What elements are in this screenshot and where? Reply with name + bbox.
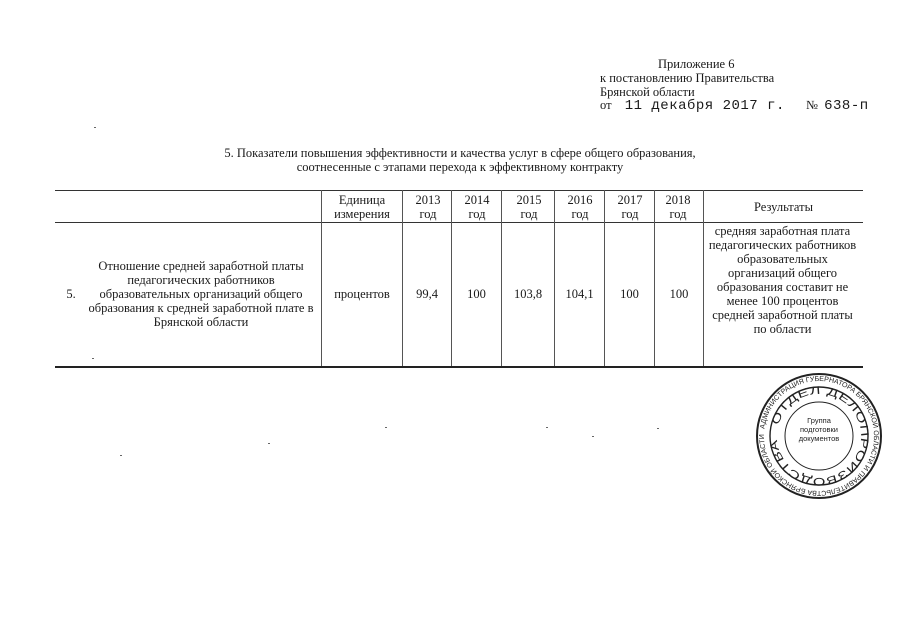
row-number: 5. [66, 287, 76, 301]
col-header-2015: 2015 год [516, 192, 542, 221]
col-header-unit: Единица измерения [334, 192, 390, 221]
section-title-line1: 5. Показатели повышения эффективности и качества услуг в сфере общего образования, [224, 146, 696, 160]
row-value-2015: 103,8 [513, 287, 543, 301]
row-results: средняя заработная плата педагогических работников образовательных организаций общего образования составит не менее 100 процентов средней заработной платы по области [708, 224, 857, 336]
decree-date: 11 декабря 2017 г. [624, 98, 785, 114]
scan-speck [94, 127, 96, 128]
stamp-inner-text: ОТДЕЛ ДЕЛОПРОИЗВОДСТВА [768, 384, 871, 488]
number-prefix: № [806, 98, 818, 112]
stamp-center-text: Группа подготовки документов [798, 416, 840, 443]
col-header-2014: 2014 год [464, 192, 490, 221]
row-indicator: Отношение средней заработной платы педагогических работников образовательных организаций общего образования к средней заработной плате в Брянской области [88, 259, 314, 329]
row-value-2016: 104,1 [565, 287, 594, 301]
date-prefix: от [600, 98, 612, 112]
scan-speck [385, 427, 387, 428]
appendix-title: Приложение 6 [658, 57, 735, 71]
stamp-outer-text: АДМИНИСТРАЦИЯ ГУБЕРНАТОРА БРЯНСКОЙ ОБЛАСТИ И ПРАВИТЕЛЬСТВА БРЯНСКОЙ ОБЛАСТИ [758, 375, 880, 497]
col-header-2016: 2016 год [567, 192, 593, 221]
col-header-results: Результаты [753, 199, 814, 214]
scan-speck [592, 436, 594, 437]
scan-speck [546, 427, 548, 428]
scan-speck [657, 428, 659, 429]
row-value-2013: 99,4 [416, 287, 438, 301]
col-header-2013: 2013 год [415, 192, 441, 221]
office-stamp [755, 372, 883, 500]
row-unit: процентов [334, 287, 390, 301]
section-title-line2: соотнесенные с этапами перехода к эффективному контракту [296, 160, 624, 174]
scan-speck [120, 455, 122, 456]
scan-speck [268, 443, 270, 444]
appendix-reference: к постановлению Правительства [600, 71, 775, 85]
decree-number: 638-п [824, 98, 869, 114]
row-value-2014: 100 [467, 287, 486, 301]
col-header-2018: 2018 год [665, 192, 691, 221]
scan-speck [92, 358, 94, 359]
row-value-2018: 100 [669, 287, 689, 301]
col-header-2017: 2017 год [617, 192, 643, 221]
row-value-2017: 100 [620, 287, 639, 301]
table-bottom-border [55, 366, 863, 368]
appendix-region: Брянской области [600, 85, 695, 99]
decree-date-line [600, 98, 869, 113]
